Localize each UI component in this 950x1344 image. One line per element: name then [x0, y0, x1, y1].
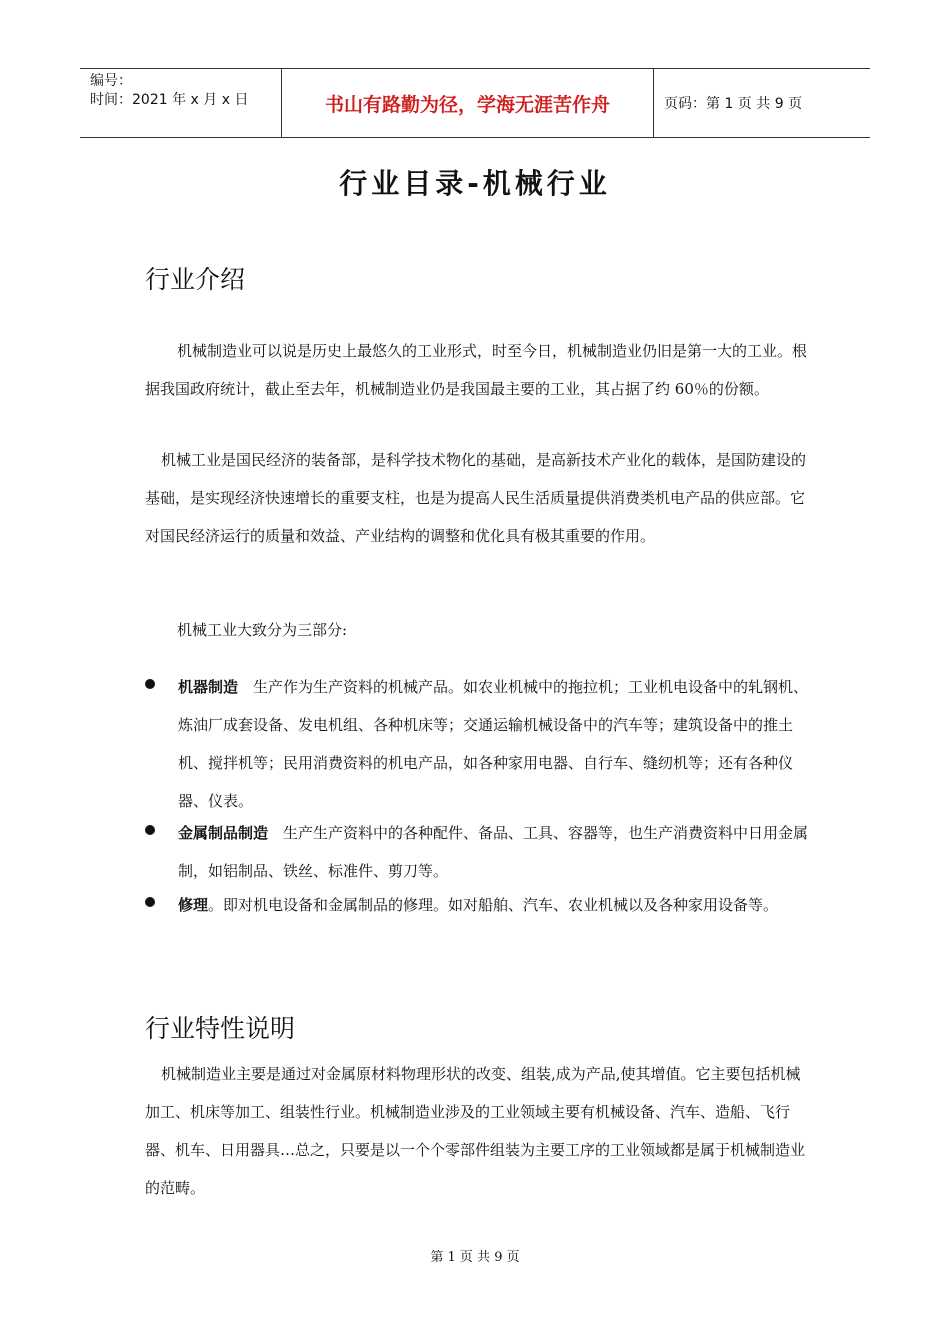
header-motto: 书山有路勤为径，学海无涯苦作舟 — [281, 69, 654, 137]
characteristics-paragraph: 机械制造业主要是通过对金属原材料物理形状的改变、组装,成为产品,使其增值。它主要包括机械加工、机床等加工、组装性行业。机械制造业涉及的工业领域主要有机械设备、汽车、造船、飞行器、机车、日用器具…总之，只要是以一个个零部件组装为主要工序的工业领域都是属于机械制造业的范畴。 — [145, 1065, 806, 1197]
date-label: 时间：2021 年 x 月 x 日 — [90, 92, 249, 108]
document-title: 行业目录-机械行业 — [339, 167, 611, 200]
page-footer: 第 1 页 共 9 页 — [430, 1250, 520, 1265]
header-table — [80, 68, 870, 138]
intro-paragraph-3: 机械工业大致分为三部分: — [177, 621, 348, 639]
section-heading-characteristics: 行业特性说明 — [145, 1014, 296, 1043]
bullet-icon — [145, 897, 155, 907]
list-item — [145, 814, 810, 890]
section-heading-intro: 行业介绍 — [145, 265, 246, 294]
bullet-icon — [145, 825, 155, 835]
header-page-info: 页码：第 1 页 共 9 页 — [664, 96, 803, 112]
intro-paragraph-2: 机械工业是国民经济的装备部，是科学技术物化的基础，是高新技术产业化的载体，是国防建设的基础，是实现经济快速增长的重要支柱，也是为提高人民生活质量提供消费类机电产品的供应部。它对国民经济运行的质量和效益、产业结构的调整和优化具有极其重要的作用。 — [145, 451, 807, 545]
header-meta — [80, 69, 281, 137]
bullet-term: 机器制造 — [178, 678, 239, 696]
bullet-term: 金属制品制造 — [178, 824, 269, 842]
list-item — [145, 886, 810, 924]
intro-paragraph-1: 机械制造业可以说是历史上最悠久的工业形式，时至今日，机械制造业仍旧是第一大的工业。根据我国政府统计，截止至去年，机械制造业仍是我国最主要的工业，其占据了约 60％的份额。 — [145, 342, 808, 398]
number-label: 编号： — [90, 73, 132, 89]
bullet-description: 生产作为生产资料的机械产品。如农业机械中的拖拉机；工业机电设备中的轧钢机、炼油厂成套设备、发电机组、各种机床等；交通运输机械设备中的汽车等；建筑设备中的推土机、搅拌机等；民用消费资料的机电产品，如各种家用电器、自行车、缝纫机等；还有各种仪器、仪表。 — [178, 678, 809, 810]
bullet-icon — [145, 679, 155, 689]
bullet-term: 修理 — [178, 896, 209, 914]
list-item — [145, 668, 810, 820]
bullet-description: 生产生产资料中的各种配件、备品、工具、容器等，也生产消费资料中日用金属制，如铝制品、铁丝、标准件、剪刀等。 — [178, 824, 809, 880]
bullet-description: 。即对机电设备和金属制品的修理。如对船舶、汽车、农业机械以及各种家用设备等。 — [208, 896, 779, 914]
